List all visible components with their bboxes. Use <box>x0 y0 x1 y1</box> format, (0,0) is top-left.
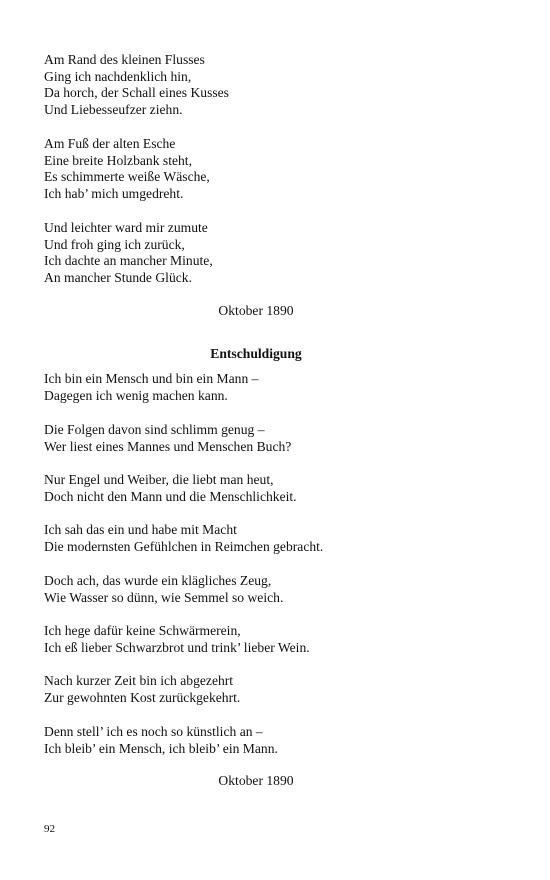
verse-line: Die modernsten Gefühlchen in Reimchen gebracht. <box>44 538 324 554</box>
poem2-stanza-1 <box>44 371 474 404</box>
verse-line: Ich bin ein Mensch und bin ein Mann – <box>44 371 259 386</box>
poem2-date: Oktober 1890 <box>218 773 294 788</box>
verse-line: Am Rand des kleinen Flusses <box>44 52 205 67</box>
verse-line: Wie Wasser so dünn, wie Semmel so weich. <box>44 589 284 605</box>
verse-line: Die Folgen davon sind schlimm genug – <box>44 422 265 437</box>
page-number: 92 <box>44 823 55 835</box>
poem2-stanza-7 <box>44 673 474 706</box>
verse-line: Ich hege dafür keine Schwärmerein, <box>44 623 241 638</box>
poem2-stanza-2 <box>44 422 474 455</box>
verse-line: Und leichter ward mir zumute <box>44 220 208 235</box>
verse-line: Nur Engel und Weiber, die liebt man heut, <box>44 472 274 487</box>
poem1-stanza-2 <box>44 136 474 202</box>
verse-line: Nach kurzer Zeit bin ich abgezehrt <box>44 673 234 688</box>
verse-line: Ich dachte an mancher Minute, <box>44 253 213 269</box>
poem2-stanza-4 <box>44 522 474 555</box>
verse-line: An mancher Stunde Glück. <box>44 269 192 285</box>
verse-line: Dagegen ich wenig machen kann. <box>44 387 228 403</box>
verse-line: Es schimmerte weiße Wäsche, <box>44 169 210 185</box>
verse-line: Und Liebesseufzer ziehn. <box>44 101 183 117</box>
poem2-stanza-6 <box>44 623 474 656</box>
verse-line: Denn stell’ ich es noch so künstlich an – <box>44 724 263 739</box>
verse-line: Ich bleib’ ein Mensch, ich bleib’ ein Mann. <box>44 740 278 756</box>
verse-line: Da horch, der Schall eines Kusses <box>44 85 229 101</box>
verse-line: Ich sah das ein und habe mit Macht <box>44 522 237 537</box>
verse-line: Am Fuß der alten Esche <box>44 136 176 151</box>
poem1-stanza-3 <box>44 220 474 286</box>
poem2-stanza-3 <box>44 472 474 505</box>
verse-line: Ging ich nachdenklich hin, <box>44 68 192 84</box>
poem2-stanza-8 <box>44 724 474 757</box>
poem1-stanza-1 <box>44 52 474 118</box>
verse-line: Ich eß lieber Schwarzbrot und trink’ lieber Wein. <box>44 639 310 655</box>
verse-line: Zur gewohnten Kost zurückgekehrt. <box>44 689 241 705</box>
verse-line: Wer liest eines Mannes und Menschen Buch? <box>44 438 292 454</box>
verse-line: Ich hab’ mich umgedreht. <box>44 185 184 201</box>
verse-line: Eine breite Holzbank steht, <box>44 152 192 168</box>
poem1-date: Oktober 1890 <box>218 303 294 318</box>
verse-line: Doch nicht den Mann und die Menschlichkeit. <box>44 488 297 504</box>
poem2-stanza-5 <box>44 573 474 606</box>
verse-line: Doch ach, das wurde ein klägliches Zeug, <box>44 573 272 588</box>
poem-title: Entschuldigung <box>210 346 302 361</box>
verse-line: Und froh ging ich zurück, <box>44 236 185 252</box>
